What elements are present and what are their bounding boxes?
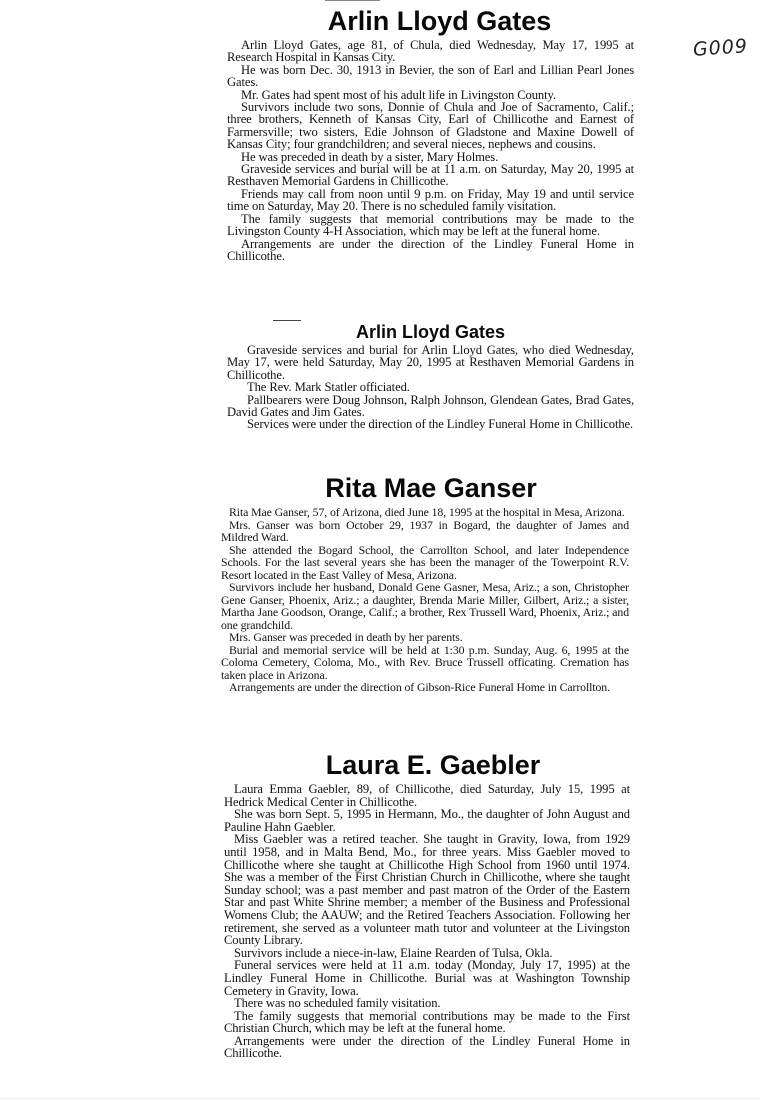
top-divider (325, 0, 380, 1)
obituary-paragraph: Survivors include a niece-in-law, Elaine Rearden of Tulsa, Okla. (234, 945, 553, 960)
obituary-paragraph: The family suggests that memorial contributions may be made to the First Christian Church, which may be left at the funeral home. (224, 1008, 630, 1036)
obituary-headline: Arlin Lloyd Gates (355, 322, 506, 342)
handwritten-annotation: G009 (692, 35, 749, 61)
obituary-arlin-lloyd-gates (227, 8, 634, 262)
obituary-paragraph: Arrangements were under the direction of the Lindley Funeral Home in Chillicothe. (224, 1033, 630, 1061)
obituary-paragraph: Rita Mae Ganser, 57, of Arizona, died June 18, 1995 at the hospital in Mesa, Arizona. (229, 505, 625, 519)
obituary-paragraph: He was preceded in death by a sister, Mary Holmes. (241, 149, 499, 164)
obituary-paragraph: There was no scheduled family visitation. (234, 996, 441, 1011)
obituary-paragraph: Arrangements are under the direction of the Lindley Funeral Home in Chillicothe. (227, 236, 634, 263)
obituary-rita-mae-ganser (221, 475, 629, 694)
obituary-paragraph: Miss Gaebler was a retired teacher. She taught in Gravity, Iowa, from 1929 until 1958, and in Malta Bend, Mo., for three years. Miss Gaebler moved to Chillicothe where she taught at Chillicothe High School from 1960 until 1974. She was a member of the First Christian Church in Chillicothe, where she taught Sunday school; was a past member and past matron of the Order of the Eastern Star and past White Shrine member; a member of the Business and Professional Womens Club; the AAUW; and the Retired Teachers Association. Following her retirement, she served as a volunteer math tutor and volunteer at the Livingston County Library. (224, 832, 630, 948)
obituary-paragraph: She was born Sept. 5, 1995 in Hermann, Mo., the daughter of John August and Pauline Hahn Gaebler. (224, 807, 630, 834)
obituary-arlin-lloyd-gates-services (227, 323, 634, 431)
obituary-paragraph: Laura Emma Gaebler, 89, of Chillicothe, died Saturday, July 15, 1995 at Hedrick Medical Center in Chillicothe. (224, 782, 630, 809)
obituary-laura-e-gaebler (224, 752, 630, 1060)
obituary-headline: Laura E. Gaebler (325, 750, 541, 780)
obituary-paragraph: Friends may call from noon until 9 p.m. on Friday, May 19 and until service time on Saturday, May 20. There is no scheduled family visitation. (227, 186, 634, 214)
obituary-paragraph: Arlin Lloyd Gates, age 81, of Chula, died Wednesday, May 17, 1995 at Research Hospital in Kansas City. (227, 38, 634, 65)
obituary-paragraph: Graveside services and burial will be at 11 a.m. on Saturday, May 20, 1995 at Resthaven Memorial Gardens in Chillicothe. (227, 162, 634, 189)
obituary-paragraph: Arrangements are under the direction of Gibson-Rice Funeral Home in Carrollton. (229, 680, 610, 694)
obituary-paragraph: She attended the Bogard School, the Carrollton School, and later Independence Schools. For the last several years she has been the manager of the Towerpoint R.V. Resort located in the East Valley of Mesa, Arizona. (221, 542, 629, 582)
obituary-paragraph: Funeral services were held at 11 a.m. today (Monday, July 17, 1995) at the Lindley Funeral Home in Chillicothe. Burial was at Washington Township Cemetery in Gravity, Iowa. (224, 958, 630, 998)
obituary-paragraph: Mrs. Ganser was born October 29, 1937 in Bogard, the daughter of James and Mildred Ward. (221, 517, 629, 544)
obituary-paragraph: Mr. Gates had spent most of his adult life in Livingston County. (241, 87, 556, 102)
obituary-paragraph: The family suggests that memorial contributions may be made to the Livingston County 4-H Association, which may be left at the funeral home. (227, 211, 634, 239)
bottom-edge-line (0, 1098, 760, 1099)
section-divider (273, 320, 301, 321)
obituary-paragraph: The Rev. Mark Statler officiated. (247, 380, 410, 395)
obituary-paragraph: Mrs. Ganser was preceded in death by her parents. (229, 630, 463, 644)
obituary-paragraph: Services were under the direction of the Lindley Funeral Home in Chillicothe. (247, 417, 634, 432)
obituary-paragraph: Pallbearers were Doug Johnson, Ralph Johnson, Glendean Gates, Brad Gates, David Gates and Jim Gates. (227, 392, 634, 420)
obituary-headline: Rita Mae Ganser (325, 473, 537, 503)
obituary-paragraph: Graveside services and burial for Arlin Lloyd Gates, who died Wednesday, May 17, were held Saturday, May 20, 1995 at Resthaven Memorial Gardens in Chillicothe. (227, 343, 634, 382)
obituary-paragraph: Survivors include two sons, Donnie of Chula and Joe of Sacramento, Calif.; three brothers, Kenneth of Kansas City, Earl of Chillicothe and Earnest of Farmersville; two sisters, Edie Johnson of Gladstone and Maxine Dowell of Kansas City; four grandchildren; and several nieces, nephews and cousins. (227, 100, 634, 152)
obituary-headline: Arlin Lloyd Gates (327, 6, 552, 36)
obituary-paragraph: Burial and memorial service will be held at 1:30 p.m. Sunday, Aug. 6, 1995 at the Coloma Cemetery, Coloma, Mo., with Rev. Bruce Trussell officating. Cremation has taken place in Arizona. (221, 642, 629, 682)
obituary-paragraph: He was born Dec. 30, 1913 in Bevier, the son of Earl and Lillian Pearl Jones Gates. (227, 62, 634, 90)
obituary-paragraph: Survivors include her husband, Donald Gene Gasner, Mesa, Ariz.; a son, Christopher Gene Ganser, Phoenix, Ariz.; a daughter, Brenda Marie Miller, Gilbert, Ariz.; a sister, Martha Jane Goodson, Orange, Calif.; a brother, Rex Trussell Ward, Phoenix, Ariz.; and one grandchild. (221, 580, 629, 632)
